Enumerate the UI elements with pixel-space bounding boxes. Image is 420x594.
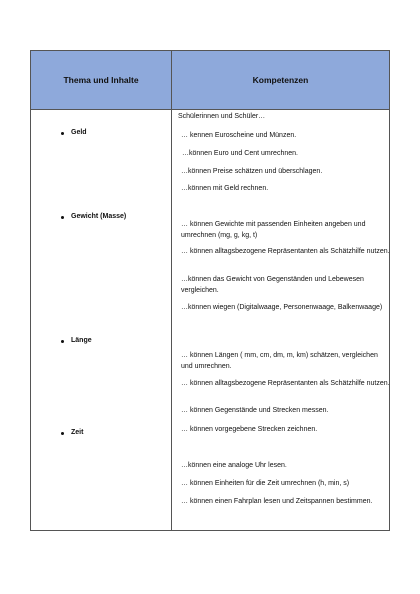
competence-intro: Schülerinnen und Schüler…	[178, 113, 266, 120]
bullet-icon	[61, 340, 64, 343]
competence-item: …können eine analoge Uhr lesen.	[181, 462, 287, 469]
competence-item: … können einen Fahrplan lesen und Zeitspannen bestimmen.	[181, 498, 373, 505]
competence-item: …können Euro und Cent umrechnen.	[182, 150, 298, 157]
competence-table: Thema und Inhalte Kompetenzen Geld Gewicht (Masse) Länge Zeit Schülerinnen und Schüler… … kennen Euroscheine und Münzen. …können Euro und Cent umrechnen. …können Preise schätzen und überschlagen. …können mit Geld rechnen. … können Gewichte mit passenden Einheiten angeben und umrechnen (mg, g, kg, t) … können alltagsbezogene Repräsentanten als Schätzhilfe nutzen. …können das Gewicht von Gegenständen und Lebewesen vergleichen. …können wiegen (Digitalwaage, Personenwaage, Balkenwaage) … können Längen ( mm, cm, dm, m, km) schätzen, vergleichen und umrechnen. … können alltagsbezogene Repräsentanten als Schätzhilfe nutzen. … können Gegenstände und Strecken messen. … können vorgegebene Strecken zeichnen. …können eine analoge Uhr lesen. … können Einheiten für die Zeit umrechnen (h, min, s) … können einen Fahrplan lesen und Zeitspannen bestimmen.	[30, 50, 390, 531]
competence-item: … können Längen ( mm, cm, dm, m, km) schätzen, vergleichen und umrechnen.	[181, 352, 378, 370]
bullet-icon	[61, 432, 64, 435]
column-divider	[171, 51, 172, 530]
competence-item: … können Gewichte mit passenden Einheiten angeben und umrechnen (mg, g, kg, t)	[181, 221, 366, 239]
competence-item: …können das Gewicht von Gegenständen und Lebewesen vergleichen.	[181, 276, 364, 294]
header-topics: Thema und Inhalte	[63, 75, 139, 85]
competence-item: … können vorgegebene Strecken zeichnen.	[181, 426, 318, 433]
competence-item: … können alltagsbezogene Repräsentanten als Schätzhilfe nutzen.	[181, 380, 390, 387]
competence-item: … kennen Euroscheine und Münzen.	[181, 132, 297, 139]
competence-item: …können wiegen (Digitalwaage, Personenwaage, Balkenwaage)	[181, 304, 383, 311]
header-competences: Kompetenzen	[252, 75, 309, 85]
bullet-icon	[61, 216, 64, 219]
competence-item: …können mit Geld rechnen.	[181, 185, 269, 192]
bullet-icon	[61, 132, 64, 135]
competence-item: … können alltagsbezogene Repräsentanten als Schätzhilfe nutzen.	[181, 248, 390, 255]
competence-item: … können Gegenstände und Strecken messen.	[181, 407, 329, 414]
competence-item: … können Einheiten für die Zeit umrechnen (h, min, s)	[181, 480, 350, 487]
competence-item: …können Preise schätzen und überschlagen.	[181, 168, 323, 175]
